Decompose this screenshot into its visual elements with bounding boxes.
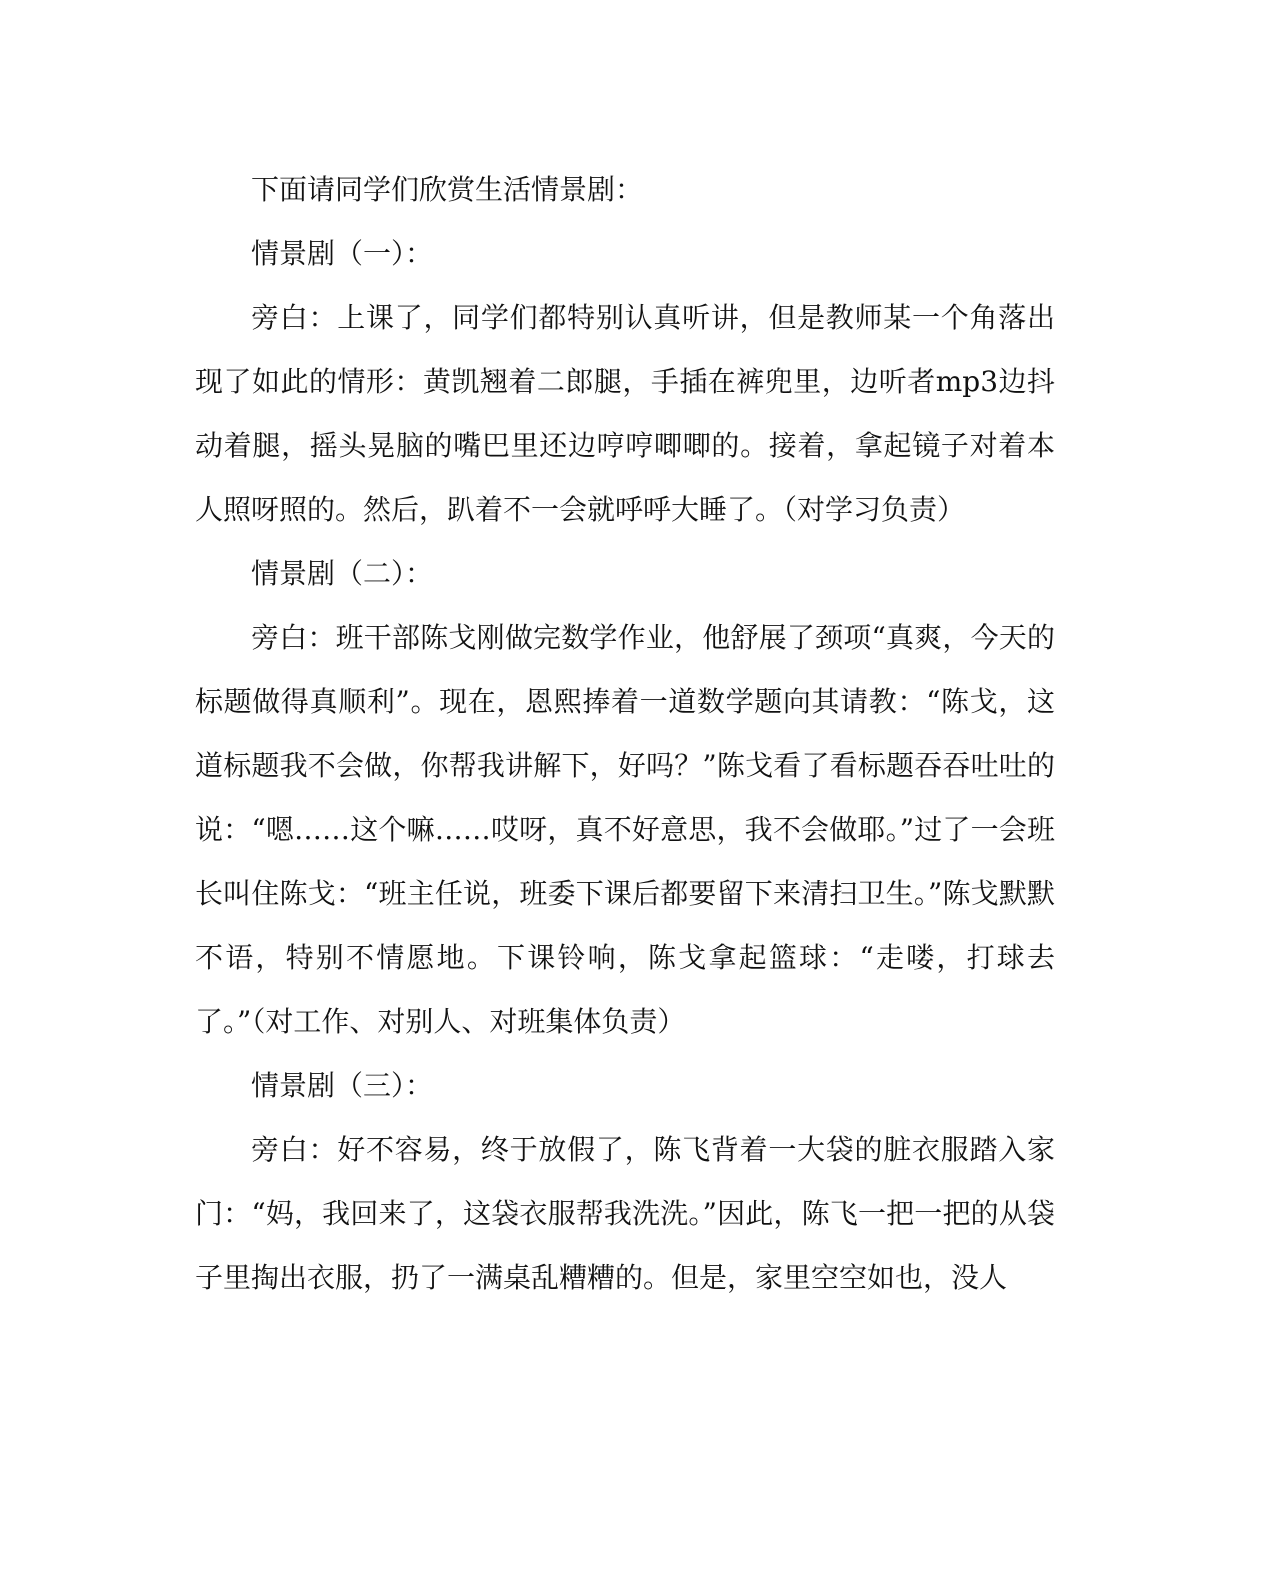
paragraph-scene-2: 旁白：班干部陈戈刚做完数学作业，他舒展了颈项“真爽，今天的标题做得真顺利”。现在，恩熙捧着一道数学题向其请教：“陈戈，这道标题我不会做，你帮我讲解下，好吗？”陈戈看了看标题吞吞吐吐的说：“嗯……这个嘛……哎呀，真不好意思，我不会做耶。”过了一会班长叫住陈戈：“班主任说，班委下课后都要留下来清扫卫生。”陈戈默默不语，特别不情愿地。下课铃响，陈戈拿起篮球：“走喽，打球去了。”（对工作、对别人、对班集体负责） [195, 621, 1055, 1038]
heading-scene-3: 情景剧（三）： [251, 1069, 434, 1102]
paragraph-scene-3: 旁白：好不容易，终于放假了，陈飞背着一大袋的脏衣服踏入家门：“妈，我回来了，这袋衣服帮我洗洗。”因此，陈飞一把一把的从袋子里掏出衣服，扔了一满桌乱糟糟的。但是，家里空空如也，没人 [195, 1133, 1055, 1294]
heading-scene-2: 情景剧（二）： [251, 557, 434, 590]
document-body [195, 158, 1055, 1310]
paragraph-intro: 下面请同学们欣赏生活情景剧： [251, 173, 644, 206]
heading-scene-1: 情景剧（一）： [251, 237, 434, 270]
paragraph-scene-1: 旁白：上课了，同学们都特别认真听讲，但是教师某一个角落出现了如此的情形：黄凯翘着二郎腿，手插在裤兜里，边听者mp3边抖动着腿，摇头晃脑的嘴巴里还边哼哼唧唧的。接着，拿起镜子对着本人照呀照的。然后，趴着不一会就呼呼大睡了。（对学习负责） [195, 301, 1055, 526]
